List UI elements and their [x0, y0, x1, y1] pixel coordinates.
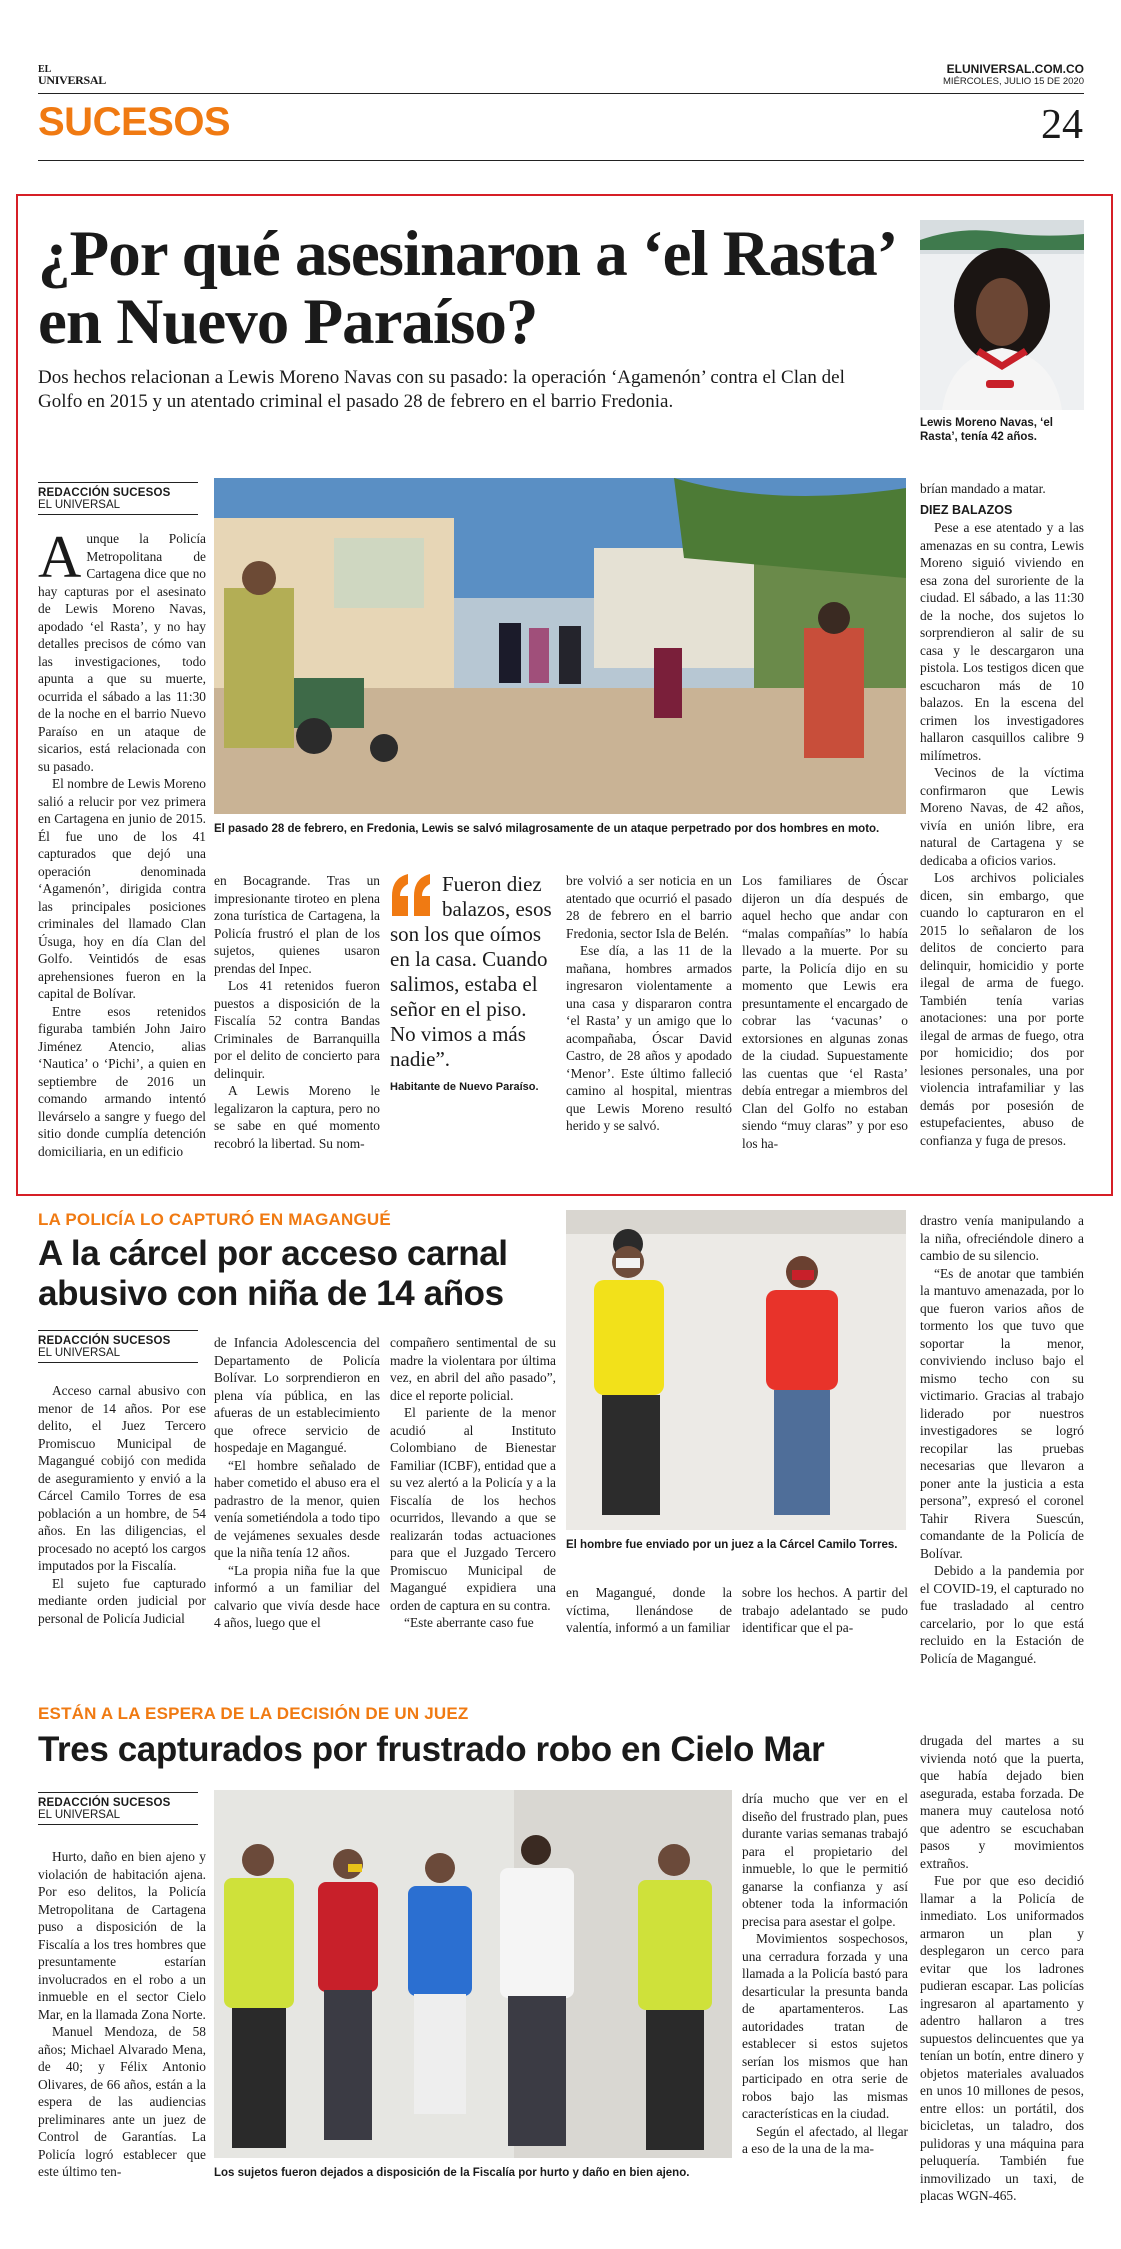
article2-paragraph: “Este aberrante caso fue — [404, 1615, 534, 1630]
masthead-rule — [38, 93, 1084, 94]
article2-kicker: LA POLICÍA LO CAPTURÓ EN MAGANGUÉ — [38, 1210, 391, 1229]
article1-paragraph: Los familiares de Óscar dijeron un día después de aquel hecho que andar con “malas compañías” lo había llevado a la muerte. Por su parte, la Policía dijo en su momento que Lewis era presuntamente el encargado de cobrar las ‘vacunas’ o extorsiones en algunas zonas de la ciudad. Supuestamente las cuentas que ‘el Rasta’ debía entregar a miembros del Clan del Golfo no estaban siendo “muy claras” y por eso los ha- — [742, 873, 908, 1151]
site-url: ELUNIVERSAL.COM.CO — [946, 62, 1084, 76]
article1-paragraph: Entre esos retenidos figuraba también John Jairo Jiménez Atencio, alias ‘Nautica’ o ‘Pichi’, a quien en septiembre de 2016 un comando armando intentó llevárselo a sangre y fuego del sitio donde cumplía detención domiciliaria, en un edificio — [38, 1003, 206, 1159]
article2-byline — [38, 1330, 198, 1373]
article1-column-2 — [214, 872, 380, 1152]
article1-paragraph: Los 41 retenidos fueron puestos a disposición de la Fiscalía 52 contra Bandas Criminales de Barranquilla por el delito de concierto para delinquir. — [214, 978, 380, 1081]
byline-organization: EL UNIVERSAL — [38, 499, 198, 515]
article1-paragraph: Vecinos de la víctima confirmaron que Lewis Moreno Navas, de 42 años, vivía en unión libre, era natural de Cartagena y se dedicaba a oficios varios. — [920, 765, 1084, 868]
article2-paragraph: El pariente de la menor acudió al Instituto Colombiano de Bienestar Familiar (ICBF), entidad que a su vez alertó a la Policía y a la Fiscalía de los hechos ocurridos, llevando a que se realizarán todas actuaciones para que el Juzgado Tercero Promiscuo Municipal de Magangué expidiera una orden de captura en su contra. — [390, 1405, 556, 1613]
article1-paragraph: en Bocagrande. Tras un impresionante tiroteo en plena zona turística de Cartagena, la Policía frustró el plan de los sujetos, quienes usaron prendas del Inpec. — [214, 873, 380, 976]
article2-paragraph: Debido a la pandemia por el COVID-19, el capturado no fue trasladado al centro carcelario, por lo que está recluido en la Estación de Policía de Magangué. — [920, 1563, 1084, 1666]
article1-column-6 — [920, 480, 1084, 1149]
article1-lead-paragraph: Aunque la Policía Metropolitana de Cartagena dice que no hay capturas por el asesinato de Lewis Moreno Navas, apodado ‘el Rasta’, y no hay detalles precisos de cómo van las investigaciones, todo apunta a que su muerte, ocurrida el sábado a las 11:30 de la noche en el barrio Nuevo Paraíso en un ataque de sicarios, está relacionada con su pasado. — [38, 524, 206, 774]
article1-paragraph: A Lewis Moreno le legalizaron la captura, pero no se sabe en qué momento recobró la libertad. Su nom- — [214, 1083, 380, 1151]
dropcap: A — [38, 524, 82, 590]
portrait-photo — [920, 220, 1084, 410]
portrait-caption: Lewis Moreno Navas, ‘el Rasta’, tenía 42 años. — [920, 417, 1053, 443]
byline-organization: EL UNIVERSAL — [38, 1809, 198, 1825]
article2-paragraph: “Es de anotar que también la mantuvo amenazada, por lo que fueron varios años de tormento los que tuvo que soportar la menor, conviviendo incluso bajo el mismo techo con su victimario. Gracias al trabajo liderado por nuestros investigadores se logró recopilar las pruebas necesarias que llevaron a poner ante la justicia a esta persona”, expresó el coronel Tahir Rivera Suescún, comandante de la Policía de Bolívar. — [920, 1265, 1084, 1561]
article1-byline — [38, 482, 198, 525]
article2-paragraph: drastro venía manipulando a la niña, ofreciéndole dinero a cambio de su silencio. — [920, 1213, 1084, 1263]
detainee-photo-image — [566, 1210, 906, 1530]
article1-paragraph: Pese a ese atentado y a las amenazas en su contra, Lewis Moreno siguió viviendo en esa zona del suroriente de la ciudad. El sábado, a las 11:30 de la noche, dos sujetos lo sorprendieron al salir de su casa y le descargaron una pistola. Los testigos dicen que escucharon más de 10 balazos. En la escena del crimen los investigadores hallaron casquillos calibre 9 milímetros. — [920, 520, 1084, 763]
byline-organization: EL UNIVERSAL — [38, 1347, 198, 1363]
article2-column-4 — [566, 1584, 732, 1637]
byline-author: REDACCIÓN SUCESOS — [38, 1792, 198, 1809]
article1-column-1 — [38, 524, 206, 1160]
section-title: SUCESOS — [38, 100, 231, 144]
article1-headline: ¿Por qué asesinaron a ‘el Rasta’ en Nuevo Paraíso? — [38, 218, 893, 358]
article2-paragraph: en Magangué, donde la víctima, llenándose de valentía, informó a un familiar — [566, 1585, 732, 1635]
quote-mark-icon — [390, 874, 434, 916]
article2-photo-caption: El hombre fue enviado por un juez a la Cárcel Camilo Torres. — [566, 1539, 898, 1551]
article1-paragraph: El nombre de Lewis Moreno salió a relucir por vez primera en Cartagena en junio de 2015. Él fue uno de los 41 capturados que dejó una operación denominada ‘Agamenón’, dirigida contra las principales posiciones criminales del llamado Clan Úsuga, hoy en día Clan del Golfo. Veintidós de esas aprehensiones fueron en la capital de Bolívar. — [38, 776, 206, 1001]
article2-paragraph: sobre los hechos. A partir del trabajo adelantado se pudo identificar que el pa- — [742, 1585, 908, 1635]
article3-column-6 — [920, 1732, 1084, 2205]
article3-paragraph: dría mucho que ver en el diseño del frustrado plan, pues durante varias semanas trabajó para el propietario del inmueble, lo que le permitió ganarse la confianza y así obtener toda la información precisa para asestar el golpe. — [742, 1791, 908, 1929]
article2-headline: A la cárcel por acceso carnal abusivo con niña de 14 años — [38, 1234, 508, 1313]
section-rule — [38, 160, 1084, 161]
subhead: DIEZ BALAZOS — [920, 502, 1013, 517]
pull-quote — [390, 872, 556, 1094]
article2-paragraph: “El hombre señalado de haber cometido el abuso era el padrastro de la menor, quien venía sometiéndola a todo tipo de vejámenes sexuales desde que la niña tenía 12 años. — [214, 1457, 380, 1560]
article2-column-5 — [742, 1584, 908, 1637]
newspaper-logo: EL UNIVERSAL — [38, 64, 106, 87]
article1-paragraph: bre volvió a ser noticia en un atentado que ocurrió el pasado 28 de febrero en el barrio Fredonia, sector Isla de Belén. — [566, 873, 732, 941]
article2-column-3 — [390, 1334, 556, 1632]
article1-paragraph: Ese día, a las 11 de la mañana, hombres armados ingresaron violentamente a una casa y dispararon contra ‘el Rasta’ y un amigo que lo acompañaba, Óscar David Castro, de 28 años y apodado ‘Menor’. Este último falleció camino al hospital, mientras que Lewis Moreno resultó herido y se salvó. — [566, 943, 732, 1133]
pull-quote-source: Habitante de Nuevo Paraíso. — [390, 1081, 539, 1093]
article3-column-5 — [742, 1790, 908, 2158]
article3-paragraph: Según el afectado, al llegar a eso de la una de la ma- — [742, 2123, 908, 2156]
article1-deck: Dos hechos relacionan a Lewis Moreno Navas con su pasado: la operación ‘Agamenón’ contra el Clan del Golfo en 2015 y un atentado criminal el pasado 28 de febrero en el barrio Fredonia. — [38, 367, 845, 412]
detainees-group-image — [214, 1790, 732, 2158]
article3-column-1 — [38, 1848, 206, 2181]
street-scene-image — [214, 478, 906, 814]
article3-photo — [214, 1790, 732, 2158]
article2-paragraph: Acceso carnal abusivo con menor de 14 años. Por ese delito, el Juez Tercero Promiscuo Municipal de Magangué cobijó con medida de aseguramiento y envió a la Cárcel Camilo Torres de esa población a un hombre, de 54 años. En las diligencias, el procesado no aceptó los cargos imputados por la Fiscalía. — [38, 1383, 206, 1573]
article1-paragraph: brían mandado a matar. — [920, 481, 1046, 496]
article3-paragraph: Fue por que eso decidió llamar a la Policía de inmediato. Los uniformados armaron un plan y desplegaron un cerco para evitar que los ladrones pudieran escapar. Las policías ingresaron al apartamento y adentro hallaron a tres supuestos delincuentes que ya tenían un botín, entre dinero y objetos materiales avaluados en unos 10 millones de pesos, entre ellos: un portátil, dos bicicletas, un taladro, dos pulidoras y una máquina para peluquería. También fue inmovilizado un taxi, de placas WGN-465. — [920, 1873, 1084, 2203]
article3-paragraph: drugada del martes a su vivienda notó que la puerta, que había dejado bien asegurada, estaba forzada. De manera muy cautelosa notó que adentro se escuchaban pasos y movimientos extraños. — [920, 1733, 1084, 1871]
pull-quote-text: Fueron diez balazos, esos son los que oímos en la casa. Cuando salimos, estaba el señor en el piso. No vimos a más nadie”. — [390, 872, 552, 1071]
article3-byline — [38, 1792, 198, 1835]
article2-paragraph: compañero sentimental de su madre la violentara por última vez, en abril del año pasado”, dice el reporte policial. — [390, 1335, 556, 1403]
article3-paragraph: Movimientos sospechosos, una cerradura forzada y una llamada a la Policía bastó para desarticular la presunta banda de apartamenteros. Las autoridades tratan de establecer si estos sujetos serían los mismos que han participado en otra serie de robos bajo las mismas características en la ciudad. — [742, 1931, 908, 2121]
masthead — [38, 62, 1084, 92]
article1-column-5 — [742, 872, 908, 1152]
article2-column-6 — [920, 1212, 1084, 1667]
article3-photo-caption: Los sujetos fueron dejados a disposición de la Fiscalía por hurto y daño en bien ajeno. — [214, 2167, 690, 2179]
article1-photo-caption: El pasado 28 de febrero, en Fredonia, Lewis se salvó milagrosamente de un ataque perpetrado por dos hombres en moto. — [214, 823, 880, 835]
article3-kicker: ESTÁN A LA ESPERA DE LA DECISIÓN DE UN JUEZ — [38, 1704, 469, 1723]
article2-paragraph: “La propia niña fue la que informó a un familiar del calvario que vivía desde hace 4 años, luego que el — [214, 1562, 380, 1630]
byline-author: REDACCIÓN SUCESOS — [38, 482, 198, 499]
article1-column-4 — [566, 872, 732, 1135]
article3-paragraph: Hurto, daño en bien ajeno y violación de habitación ajena. Por eso delitos, la Policía Metropolitana de Cartagena puso a disposición de la Fiscalía a los tres hombres que presuntamente estarían involucrados en el robo a un inmueble en el sector Cielo Mar, en la llamada Zona Norte. — [38, 1849, 206, 2022]
article2-paragraph: de Infancia Adolescencia del Departamento de Policía Bolívar. Lo sorprendieron en plena vía pública, en las afueras de un establecimiento que ofrece servicio de hospedaje en Magangué. — [214, 1335, 380, 1455]
article3-headline: Tres capturados por frustrado robo en Cielo Mar — [38, 1730, 825, 1769]
article2-photo — [566, 1210, 906, 1530]
issue-date: MIÉRCOLES, JULIO 15 DE 2020 — [943, 76, 1084, 87]
article1-main-photo — [214, 478, 906, 814]
article2-column-2 — [214, 1334, 380, 1632]
article1-paragraph: Los archivos policiales dicen, sin embargo, que cuando lo capturaron en el 2015 lo señalaron de los delitos de concierto para delinquir, homicidio y porte ilegal de arma de fuego. También tenía varias anotaciones: una por porte ilegal de armas de fuego, otra por homicidio; dos por lesiones personales, una por violencia intrafamiliar y las demás por posesión de estupefacientes, abuso de confianza y fuga de presos. — [920, 870, 1084, 1148]
article2-column-1 — [38, 1382, 206, 1627]
article2-paragraph: El sujeto fue capturado mediante orden judicial por personal de Policía Judicial — [38, 1575, 206, 1626]
byline-author: REDACCIÓN SUCESOS — [38, 1330, 198, 1347]
article3-paragraph: Manuel Mendoza, de 58 años; Michael Alvarado Mena, de 40; y Félix Antonio Olivares, de 66 años, están a la espera de las audiencias preliminares ante un juez de Control de Garantías. La Policía logró establecer que este último ten- — [38, 2024, 206, 2179]
page-number: 24 — [1041, 102, 1083, 148]
portrait-image — [920, 220, 1084, 410]
